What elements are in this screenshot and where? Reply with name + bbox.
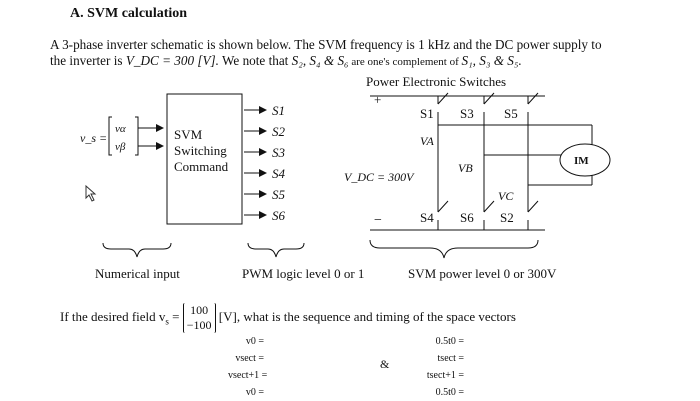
answer-vsect-plus-1: vsect+1 =: [228, 370, 268, 381]
output-label-s3: S3: [272, 145, 285, 160]
output-label-s2: S2: [272, 124, 285, 139]
caption-numerical-input: Numerical input: [95, 266, 180, 281]
problem-line-2: the inverter is V_DC = 300 [V]. We note that S₂, S₄ & S₆ are one's complement of S₁, S₃ & S₅.: [50, 53, 522, 68]
answer-ampersand: &: [380, 357, 390, 371]
upper-switch-s5: S5: [504, 106, 518, 121]
answer-vectors: [228, 333, 268, 401]
dc-minus: −: [374, 213, 382, 228]
answer-tsect: tsect =: [437, 353, 464, 364]
answer-v0-last: v0 =: [245, 387, 264, 398]
phase-voltage-vb: VB: [458, 161, 473, 175]
answer-vsect: vsect =: [235, 353, 264, 364]
cursor-icon: [86, 186, 95, 201]
answer-v0-first: v0 =: [245, 336, 264, 347]
lower-switch-s6: S6: [460, 210, 474, 225]
desired-field-vector: 100 −100: [183, 303, 216, 333]
svm-box-line-3: Command: [174, 159, 229, 174]
lower-switch-s4: S4: [420, 210, 434, 225]
phase-voltage-va: VA: [420, 134, 434, 148]
valpha-label: vα: [115, 123, 126, 135]
problem-line-1: A 3-phase inverter schematic is shown below. The SVM frequency is 1 kHz and the DC power supply to: [50, 37, 602, 52]
brace-pwm: [248, 243, 304, 257]
vs-label: v_s =: [80, 131, 108, 145]
answer-times: [418, 333, 464, 401]
power-switches-label: Power Electronic Switches: [366, 74, 507, 89]
lower-switch-s2: S2: [500, 210, 514, 225]
section-heading: A. SVM calculation: [70, 6, 188, 21]
motor-label: IM: [574, 155, 589, 167]
upper-switch-s1: S1: [420, 106, 434, 121]
phase-voltage-vc: VC: [498, 189, 514, 203]
svm-box-line-2: Switching: [174, 143, 227, 158]
caption-svm-power: SVM power level 0 or 300V: [408, 266, 557, 281]
answer-half-t0-first: 0.5t0 =: [435, 336, 464, 347]
answer-half-t0-last: 0.5t0 =: [435, 387, 464, 398]
output-label-s4: S4: [272, 166, 285, 181]
output-label-s6: S6: [272, 208, 285, 223]
switch-command-outputs: [244, 103, 286, 223]
dc-voltage-label: V_DC = 300V: [344, 170, 414, 184]
answer-tsect-plus-1: tsect+1 =: [426, 370, 464, 381]
output-label-s1: S1: [272, 103, 285, 118]
brace-power: [370, 240, 538, 258]
question-line: If the desired field $v_s$ = 100 −100 [V], what is the sequence and timing of the space vectors: [60, 303, 516, 332]
svm-box-line-1: SVM: [174, 127, 203, 142]
vbeta-label: vβ: [115, 141, 126, 153]
lower-switches: [420, 201, 538, 230]
brace-numerical: [103, 243, 171, 257]
upper-switch-s3: S3: [460, 106, 474, 121]
output-label-s5: S5: [272, 187, 285, 202]
caption-pwm-logic: PWM logic level 0 or 1: [242, 266, 365, 281]
dc-plus: +: [374, 92, 382, 107]
vdc-value: V_DC = 300 [V].: [125, 53, 219, 68]
